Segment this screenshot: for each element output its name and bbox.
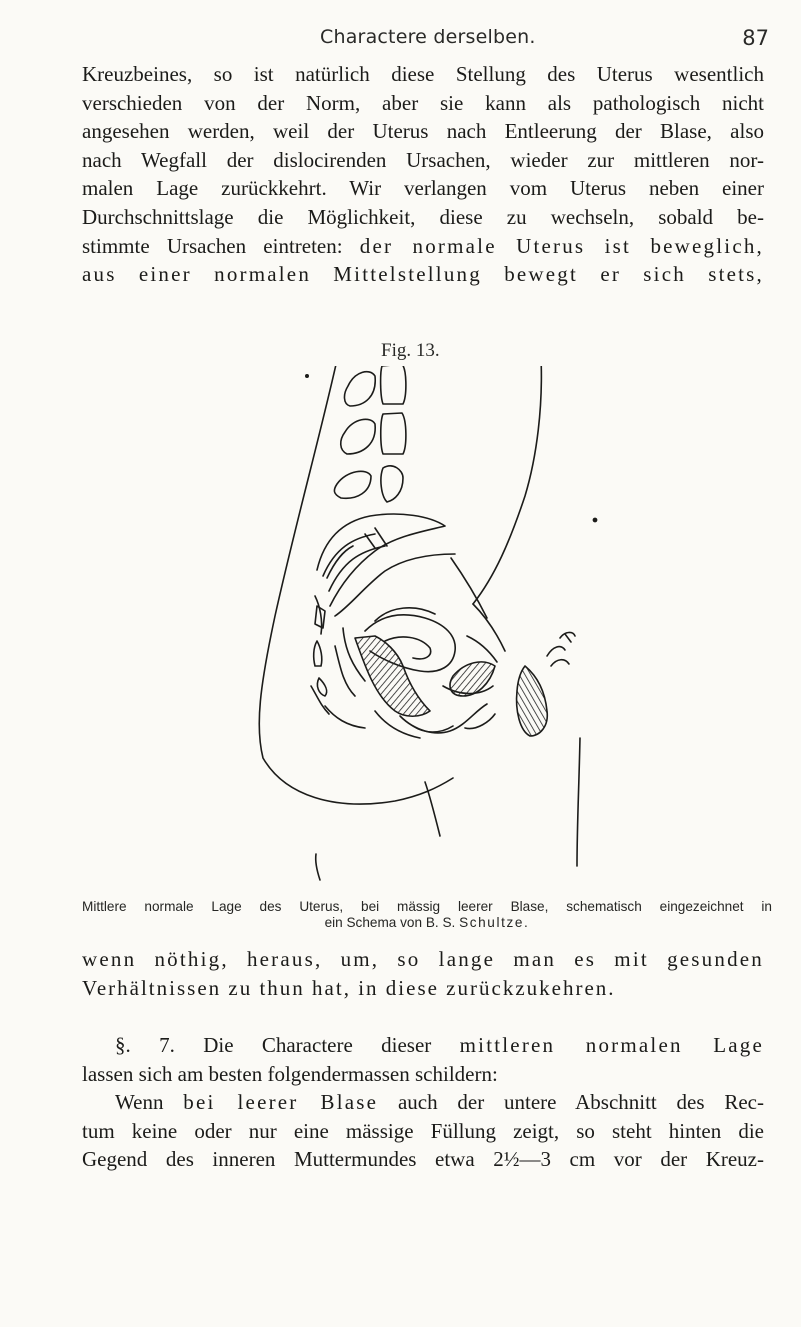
figure-label: Fig. 13. bbox=[381, 340, 440, 361]
text-line bbox=[82, 232, 764, 261]
text-line: tum keine oder nur eine mässige Füllung zeigt, so steht hinten die bbox=[82, 1118, 764, 1143]
text-line: Durchschnittslage die Möglichkeit, diese zu wechseln, sobald be- bbox=[82, 204, 764, 229]
caption-author: Schultze. bbox=[459, 915, 530, 930]
text-run: stimmte Ursachen eintreten: bbox=[82, 233, 360, 258]
text-line: Gegend des inneren Muttermundes etwa 2½—3 cm vor der Kreuz- bbox=[82, 1147, 764, 1172]
text-run: Wenn bbox=[115, 1090, 184, 1115]
text-line bbox=[82, 1031, 764, 1060]
running-head: Charactere derselben. bbox=[320, 26, 536, 48]
text-line bbox=[82, 1088, 764, 1117]
emphasis-spaced-text: bei leerer Blase bbox=[183, 1090, 379, 1115]
text-run: auch der untere Abschnitt des Rec- bbox=[378, 1090, 764, 1115]
emphasis-spaced-line: Verhältnissen zu thun hat, in diese zurückzukehren. bbox=[82, 975, 616, 1000]
text-line: Kreuzbeines, so ist natürlich diese Stellung des Uterus wesentlich bbox=[82, 62, 764, 86]
text-line: lassen sich am besten folgendermassen schildern: bbox=[82, 1061, 498, 1086]
emphasis-spaced-line: aus einer normalen Mittelstellung bewegt er sich stets, bbox=[82, 262, 764, 287]
text-line: verschieden von der Norm, aber sie kann als pathologisch nicht bbox=[82, 90, 764, 115]
text-line: malen Lage zurückkehrt. Wir verlangen vom Uterus neben einer bbox=[82, 176, 764, 201]
page-number: 87 bbox=[742, 26, 769, 50]
caption-line: Mittlere normale Lage des Uterus, bei mässig leerer Blase, schematisch eingezeichnet in bbox=[82, 899, 772, 914]
text-line: nach Wegfall der dislocirenden Ursachen, wieder zur mittleren nor- bbox=[82, 147, 764, 172]
paragraph-2 bbox=[82, 945, 764, 1002]
caption-line bbox=[82, 915, 772, 931]
text-line: angesehen werden, weil der Uterus nach Entleerung der Blase, also bbox=[82, 119, 764, 144]
text-run: Die Charactere dieser bbox=[174, 1033, 460, 1057]
paragraph-3 bbox=[82, 1031, 764, 1174]
emphasis-spaced-text: der normale Uterus ist beweglich, bbox=[359, 233, 764, 258]
figure-caption bbox=[82, 899, 772, 931]
emphasis-spaced-line: wenn nöthig, heraus, um, so lange man es mit gesunden bbox=[82, 947, 764, 971]
emphasis-spaced-text: mittleren normalen Lage bbox=[459, 1033, 764, 1057]
section-number: §. 7. bbox=[115, 1033, 175, 1057]
paragraph-1 bbox=[82, 60, 764, 289]
anatomical-figure-illustration bbox=[225, 366, 605, 886]
caption-text: ein Schema von B. S. bbox=[324, 915, 460, 930]
